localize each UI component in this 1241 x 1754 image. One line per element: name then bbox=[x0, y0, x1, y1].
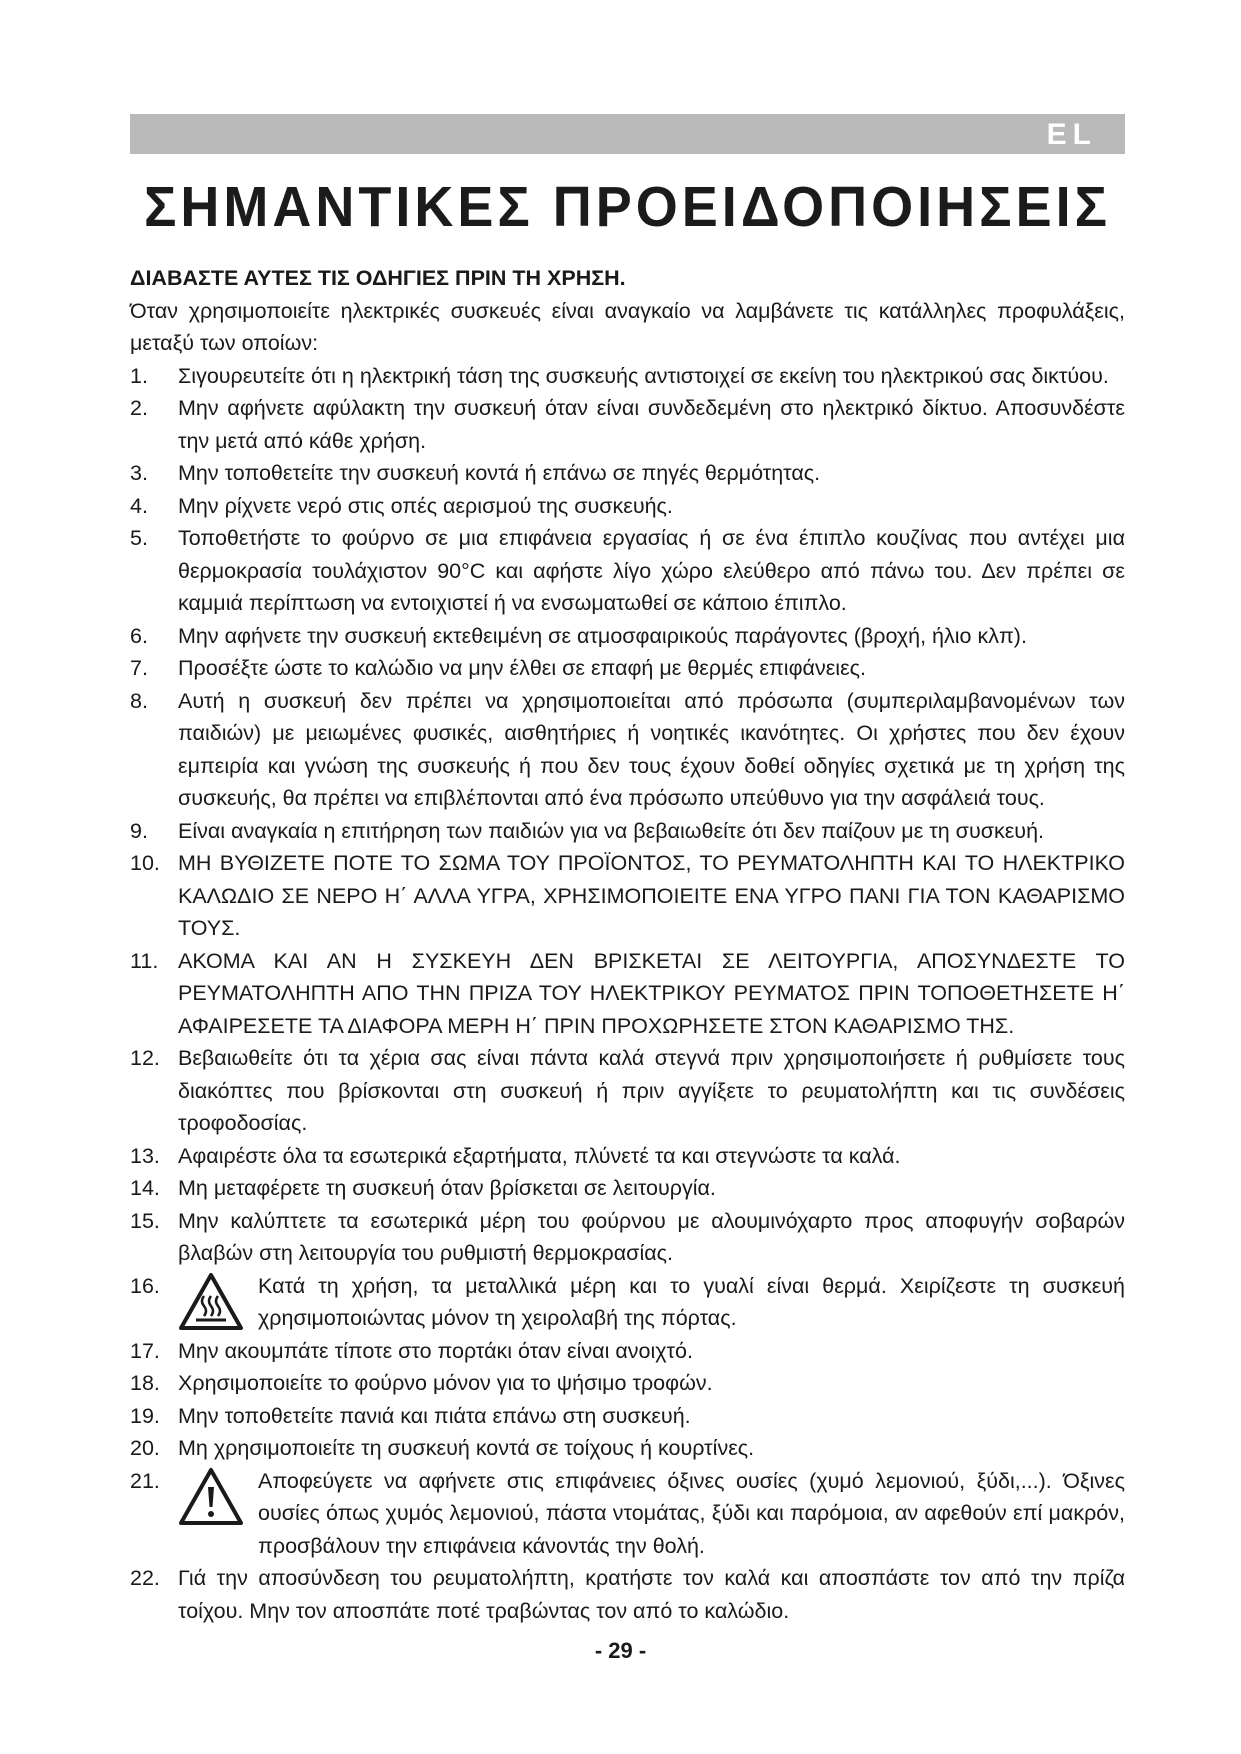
intro-text: Όταν χρησιμοποιείτε ηλεκτρικές συσκευές είναι αναγκαίο να λαμβάνετε τις κατάλληλες προφυλάξεις, μεταξύ των οποίων: bbox=[130, 298, 1125, 355]
list-item bbox=[130, 1270, 1125, 1335]
item-text: Αφαιρέστε όλα τα εσωτερικά εξαρτήματα, πλύνετέ τα και στεγνώστε τα καλά. bbox=[178, 1143, 901, 1168]
list-item bbox=[130, 392, 1125, 457]
item-text: Κατά τη χρήση, τα μεταλλικά μέρη και το γυαλί είναι θερμά. Χειρίζεστε τη συσκευή χρησιμοποιώντας μόνον τη χειρολαβή της πόρτας. bbox=[258, 1273, 1125, 1330]
item-text: Μη χρησιμοποιείτε τη συσκευή κοντά σε τοίχους ή κουρτίνες. bbox=[178, 1436, 755, 1460]
item-text: Τοποθετήστε το φούρνο σε μια επιφάνεια εργασίας ή σε ένα έπιπλο κουζίνας που αντέχει μια θερμοκρασία τουλάχιστον 90°C και αφήστε λίγο χώρο ελεύθερο από πάνω του. Δεν πρέπει σε καμμιά περίπτωση να εντοιχιστεί ή να ενσωματωθεί σε κάποιο έπιπλο. bbox=[178, 526, 1125, 615]
page-title: ΣΗΜΑΝΤΙΚΕΣ ΠΡΟΕΙΔΟΠΟΙΗΣΕΙΣ bbox=[143, 175, 1112, 239]
list-item bbox=[130, 1465, 1125, 1563]
item-text: Μην καλύπτετε τα εσωτερικά μέρη του φούρνου με αλουμινόχαρτο προς αποφυγήν σοβαρών βλαβών στη λειτουργία του ρυθμιστή θερμοκρασίας. bbox=[178, 1208, 1125, 1265]
item-number: 2. bbox=[130, 396, 148, 420]
list-item bbox=[130, 1367, 1125, 1400]
content bbox=[130, 262, 1125, 1627]
item-text: Μην ρίχνετε νερό στις οπές αερισμού της συσκευής. bbox=[178, 493, 673, 518]
item-number: 20. bbox=[130, 1436, 160, 1460]
item-text: Μην αφήνετε αφύλακτη την συσκευή όταν είναι συνδεδεμένη στο ηλεκτρικό δίκτυο. Αποσυνδέστε την μετά από κάθε χρήση. bbox=[178, 396, 1125, 453]
item-number: 21. bbox=[130, 1468, 160, 1493]
list-item bbox=[130, 1140, 1125, 1173]
list-item bbox=[130, 620, 1125, 653]
item-number: 11. bbox=[130, 948, 159, 973]
list-item bbox=[130, 847, 1125, 945]
language-code: EL bbox=[1046, 118, 1097, 151]
item-text: Χρησιμοποιείτε το φούρνο μόνον για το ψήσιμο τροφών. bbox=[178, 1371, 713, 1395]
item-number: 10. bbox=[130, 851, 160, 875]
item-number: 3. bbox=[130, 461, 148, 485]
item-number: 19. bbox=[130, 1403, 160, 1428]
list-item bbox=[130, 490, 1125, 523]
page-number: - 29 - bbox=[594, 1638, 647, 1663]
item-text: Αποφεύγετε να αφήνετε στις επιφάνειες όξινες ουσίες (χυμό λεμονιού, ξύδι,...). Όξινες ουσίες όπως χυμός λεμονιού, πάστα ντομάτας, ξύδι και παρόμοια, αν αφεθούν επί μακρόν, προσβάλουν την επιφάνεια κάνοντάς την θολή. bbox=[258, 1468, 1125, 1558]
item-number: 18. bbox=[130, 1371, 160, 1395]
item-text: Μην ακουμπάτε τίποτε στο πορτάκι όταν είναι ανοιχτό. bbox=[178, 1338, 693, 1363]
warning-icon bbox=[178, 1467, 258, 1529]
list-item bbox=[130, 1400, 1125, 1433]
list-item bbox=[130, 1172, 1125, 1205]
item-number: 14. bbox=[130, 1176, 160, 1200]
item-number: 12. bbox=[130, 1046, 160, 1070]
item-text: ΑΚΟΜΑ ΚΑΙ ΑΝ Η ΣΥΣΚΕΥΗ ΔΕΝ ΒΡΙΣΚΕΤΑΙ ΣΕ ΛΕΙΤΟΥΡΓΙΑ, ΑΠΟΣΥΝΔΕΣΤΕ ΤΟ ΡΕΥΜΑΤΟΛΗΠΤΗ ΑΠΟ ΤΗΝ ΠΡΙΖΑ ΤΟΥ ΗΛΕΚΤΡΙΚΟΥ ΡΕΥΜΑΤΟΣ ΠΡΙΝ ΤΟΠΟΘΕΤΗΣΕΤΕ Η΄ ΑΦΑΙΡΕΣΕΤΕ ΤΑ ΔΙΑΦΟΡΑ ΜΕΡΗ Η΄ ΠΡΙΝ ΠΡΟΧΩΡΗΣΕΤΕ ΣΤΟΝ ΚΑΘΑΡΙΣΜΟ ΤΗΣ. bbox=[178, 948, 1125, 1038]
item-number: 8. bbox=[130, 688, 148, 713]
item-number: 15. bbox=[130, 1208, 160, 1233]
list-item bbox=[130, 522, 1125, 620]
list-item bbox=[130, 1562, 1125, 1627]
item-text: Μη μεταφέρετε τη συσκευή όταν βρίσκεται σε λειτουργία. bbox=[178, 1176, 716, 1200]
item-number: 9. bbox=[130, 818, 148, 843]
item-number: 13. bbox=[130, 1143, 160, 1168]
list-item bbox=[130, 815, 1125, 848]
subheading: ΔΙΑΒΑΣΤΕ ΑΥΤΕΣ ΤΙΣ ΟΔΗΓΙΕΣ ΠΡΙΝ ΤΗ ΧΡΗΣΗ. bbox=[130, 266, 626, 290]
hot-surface-icon bbox=[178, 1272, 258, 1334]
item-number: 22. bbox=[130, 1566, 160, 1590]
item-text: Μην τοποθετείτε την συσκευή κοντά ή επάνω σε πηγές θερμότητας. bbox=[178, 461, 821, 485]
item-number: 17. bbox=[130, 1338, 160, 1363]
item-text: Γιά την αποσύνδεση του ρευματολήπτη, κρατήστε τον καλά και αποσπάστε τον από την πρίζα τοίχου. Μην τον αποσπάτε ποτέ τραβώντας τον από το καλώδιο. bbox=[178, 1566, 1125, 1623]
list-item bbox=[130, 945, 1125, 1043]
list-item bbox=[130, 1205, 1125, 1270]
item-text: Προσέξτε ώστε το καλώδιο να μην έλθει σε επαφή με θερμές επιφάνειες. bbox=[178, 656, 866, 680]
item-text: Αυτή η συσκευή δεν πρέπει να χρησιμοποιείται από πρόσωπα (συμπεριλαμβανομένων των παιδιών) με μειωμένες φυσικές, αισθητήριες ή νοητικές ικανότητες. Οι χρήστες που δεν έχουν εμπειρία και γνώση της συσκευής ή που δεν τους έχουν δοθεί οδηγίες σχετικά με τη χρήση της συσκευής, θα πρέπει να επιβλέπονται από ένα πρόσωπο υπεύθυνο για την ασφάλειά τους. bbox=[178, 688, 1125, 810]
list-item bbox=[130, 652, 1125, 685]
item-number: 16. bbox=[130, 1273, 160, 1298]
list-item bbox=[130, 685, 1125, 815]
list-item bbox=[130, 1335, 1125, 1368]
warnings-list bbox=[130, 360, 1125, 1628]
list-item bbox=[130, 360, 1125, 393]
item-text: Μην τοποθετείτε πανιά και πιάτα επάνω στη συσκευή. bbox=[178, 1403, 691, 1428]
list-item bbox=[130, 1042, 1125, 1140]
list-item bbox=[130, 1432, 1125, 1465]
item-text: Σιγουρευτείτε ότι η ηλεκτρική τάση της συσκευής αντιστοιχεί σε εκείνη του ηλεκτρικού σας δικτύου. bbox=[178, 363, 1109, 388]
item-number: 4. bbox=[130, 493, 148, 518]
item-number: 1. bbox=[130, 363, 148, 388]
item-text: Βεβαιωθείτε ότι τα χέρια σας είναι πάντα καλά στεγνά πριν χρησιμοποιήσετε ή ρυθμίσετε τους διακόπτες που βρίσκονται στη συσκευή ή πριν αγγίξετε το ρευματολήπτη και τις συνδέσεις τροφοδοσίας. bbox=[178, 1046, 1125, 1135]
item-number: 5. bbox=[130, 526, 148, 550]
item-number: 7. bbox=[130, 656, 148, 680]
item-text: Είναι αναγκαία η επιτήρηση των παιδιών για να βεβαιωθείτε ότι δεν παίζουν με τη συσκευή. bbox=[178, 818, 1044, 843]
item-text: ΜΗ ΒΥΘΙΖΕΤΕ ΠΟΤΕ ΤΟ ΣΩΜΑ ΤΟΥ ΠΡΟΪΟΝΤΟΣ, ΤΟ ΡΕΥΜΑΤΟΛΗΠΤΗ ΚΑΙ ΤΟ ΗΛΕΚΤΡΙΚΟ ΚΑΛΩΔΙΟ ΣΕ ΝΕΡΟ Η΄ ΑΛΛΑ ΥΓΡΑ, ΧΡΗΣΙΜΟΠΟΙΕΙΤΕ ΕΝΑ ΥΓΡΟ ΠΑΝΙ ΓΙΑ ΤΟΝ ΚΑΘΑΡΙΣΜΟ ΤΟΥΣ. bbox=[178, 851, 1125, 940]
item-text: Μην αφήνετε την συσκευή εκτεθειμένη σε ατμοσφαιρικούς παράγοντες (βροχή, ήλιο κλπ). bbox=[178, 623, 1027, 648]
item-number: 6. bbox=[130, 623, 148, 648]
language-bar bbox=[130, 114, 1125, 154]
list-item bbox=[130, 457, 1125, 490]
